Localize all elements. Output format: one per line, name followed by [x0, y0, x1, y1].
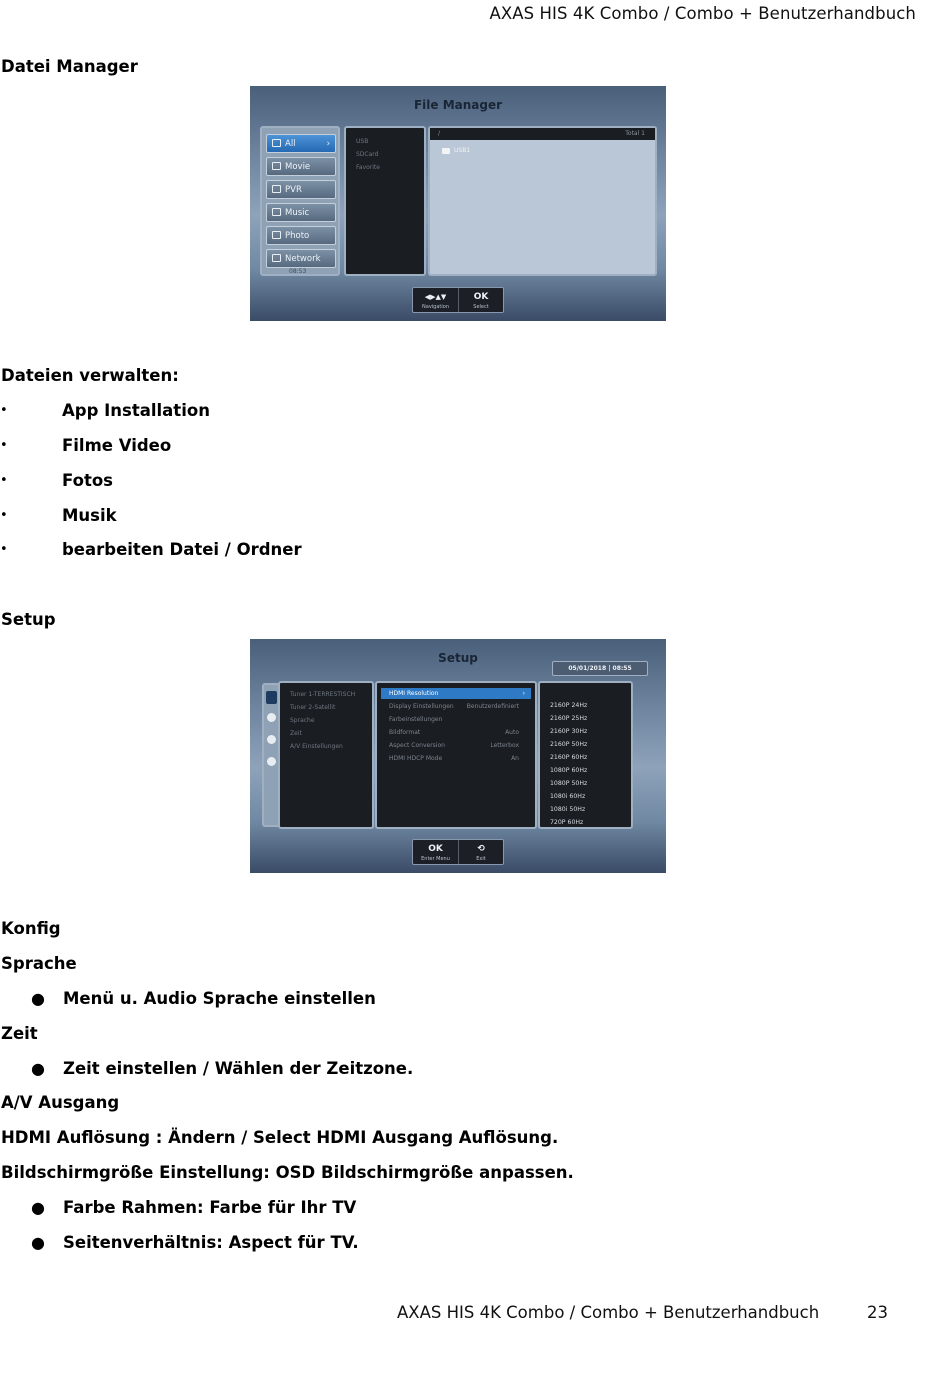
bullet-marker: • — [0, 542, 8, 557]
tv-icon[interactable] — [266, 691, 277, 704]
bullet-marker: • — [0, 473, 8, 488]
av-heading: A/V Ausgang — [1, 1093, 120, 1112]
resolution-option[interactable]: 2160P 60Hz — [550, 754, 588, 761]
option-hdmi-resolution[interactable]: HDMI Resolution › — [381, 688, 531, 699]
option-bildformat[interactable]: Bildformat Auto — [389, 729, 519, 736]
resolution-option[interactable]: 2160P 50Hz — [550, 741, 588, 748]
setup-datetime: 05/01/2018 | 08:55 — [552, 661, 648, 676]
media-icon[interactable] — [267, 757, 276, 766]
fm-file-panel — [428, 126, 657, 276]
resolution-option[interactable]: 1080i 50Hz — [550, 806, 586, 813]
bullet-marker: ● — [31, 1059, 45, 1078]
list-item: Musik — [62, 506, 117, 525]
pvr-icon — [272, 185, 281, 193]
chevron-right-icon: › — [522, 690, 525, 697]
section-title-dateien-verwalten: Dateien verwalten: — [1, 366, 179, 385]
menu-item-zeit[interactable]: Zeit — [290, 730, 302, 737]
list-item: Filme Video — [62, 436, 172, 455]
sprache-heading: Sprache — [1, 954, 77, 973]
hdmi-line: HDMI Auflösung : Ändern / Select HDMI Ausgang Auflösung. — [1, 1128, 559, 1147]
movie-icon — [272, 162, 281, 170]
fm-nav-photo[interactable]: Photo — [266, 226, 336, 245]
fm-time: 08:53 — [289, 268, 307, 275]
bullet-marker: ● — [31, 1233, 45, 1252]
list-item: Menü u. Audio Sprache einstellen — [63, 989, 376, 1008]
option-aspect[interactable]: Aspect Conversion Letterbox — [389, 742, 519, 749]
photo-icon — [272, 231, 281, 239]
page-number: 23 — [867, 1303, 888, 1322]
music-icon — [272, 208, 281, 216]
resolution-option[interactable]: 2160P 30Hz — [550, 728, 588, 735]
fm-nav-music[interactable]: Music — [266, 203, 336, 222]
fm-path: / — [438, 130, 441, 137]
list-item: Farbe Rahmen: Farbe für Ihr TV — [63, 1198, 357, 1217]
section-title-setup: Setup — [1, 610, 56, 629]
page-header: AXAS HIS 4K Combo / Combo + Benutzerhandbuch — [489, 4, 916, 23]
list-item: bearbeiten Datei / Ordner — [62, 540, 302, 559]
file-manager-screenshot — [250, 86, 666, 321]
bild-line: Bildschirmgröße Einstellung: OSD Bildschirmgröße anpassen. — [1, 1163, 574, 1182]
fm-select-hint: OK Select — [473, 292, 489, 310]
setup-title: Setup — [438, 651, 478, 665]
setup-resolution-list — [538, 681, 633, 829]
network-icon — [272, 254, 281, 262]
bullet-marker: • — [0, 508, 8, 523]
fm-source-sdcard[interactable]: SDCard — [356, 151, 379, 158]
setup-footer-bar — [412, 839, 504, 865]
fm-nav-network[interactable]: Network — [266, 249, 336, 268]
list-item: Fotos — [62, 471, 113, 490]
bullet-marker: ● — [31, 1198, 45, 1217]
list-item: App Installation — [62, 401, 210, 420]
list-item: Seitenverhältnis: Aspect für TV. — [63, 1233, 359, 1252]
fm-path-bar — [430, 128, 655, 140]
menu-item-tuner1[interactable]: Tuner 1-TERRESTISCH — [290, 691, 356, 698]
settings-icon[interactable] — [267, 713, 276, 722]
resolution-option[interactable]: 1080i 60Hz — [550, 793, 586, 800]
setup-options-panel — [375, 681, 537, 829]
option-display[interactable]: Display Einstellungen Benutzerdefiniert — [389, 703, 519, 710]
konfig-heading: Konfig — [1, 919, 61, 938]
back-icon: ⟲ — [477, 844, 485, 854]
resolution-option[interactable]: 1080P 50Hz — [550, 780, 588, 787]
setup-left-menu — [278, 681, 374, 829]
setup-enter-hint: OK Enter Menu — [413, 840, 459, 864]
file-manager-title: File Manager — [413, 98, 503, 112]
fm-nav-movie[interactable]: Movie — [266, 157, 336, 176]
fm-item-usb1[interactable]: USB1 — [454, 147, 471, 154]
info-icon[interactable] — [267, 735, 276, 744]
resolution-option[interactable]: 720P 60Hz — [550, 819, 584, 826]
section-title-datei-manager: Datei Manager — [1, 57, 138, 76]
page-footer: AXAS HIS 4K Combo / Combo + Benutzerhandbuch — [397, 1303, 820, 1322]
chevron-right-icon: › — [326, 139, 330, 149]
fm-source-panel — [344, 126, 426, 276]
setup-screenshot — [250, 639, 666, 873]
fm-footer-bar — [412, 287, 504, 313]
resolution-option[interactable]: 2160P 25Hz — [550, 715, 588, 722]
fm-source-usb[interactable]: USB — [356, 138, 369, 145]
resolution-option[interactable]: 2160P 24Hz — [550, 702, 588, 709]
menu-item-sprache[interactable]: Sprache — [290, 717, 315, 724]
bullet-marker: • — [0, 438, 8, 453]
list-item: Zeit einstellen / Wählen der Zeitzone. — [63, 1059, 414, 1078]
bullet-marker: ● — [31, 989, 45, 1008]
resolution-option[interactable]: 1080P 60Hz — [550, 767, 588, 774]
option-hdcp[interactable]: HDMI HDCP Mode An — [389, 755, 519, 762]
fm-nav-all[interactable]: All › — [266, 134, 336, 153]
fm-source-favorite[interactable]: Favorite — [356, 164, 380, 171]
menu-item-tuner2[interactable]: Tuner 2-Satellit — [290, 704, 336, 711]
bullet-marker: • — [0, 403, 8, 418]
fm-navigation-hint: ◀▶▲▼ Navigation — [413, 288, 459, 312]
folder-icon — [272, 139, 281, 147]
option-farbe[interactable]: Farbeinstellungen — [389, 716, 443, 723]
fm-nav-panel — [260, 126, 340, 276]
folder-icon — [442, 148, 450, 154]
zeit-heading: Zeit — [1, 1024, 38, 1043]
fm-nav-pvr[interactable]: PVR — [266, 180, 336, 199]
setup-exit-hint: ⟲ Exit — [459, 840, 503, 864]
fm-total: Total 1 — [625, 130, 645, 137]
menu-item-av[interactable]: A/V Einstellungen — [290, 743, 343, 750]
